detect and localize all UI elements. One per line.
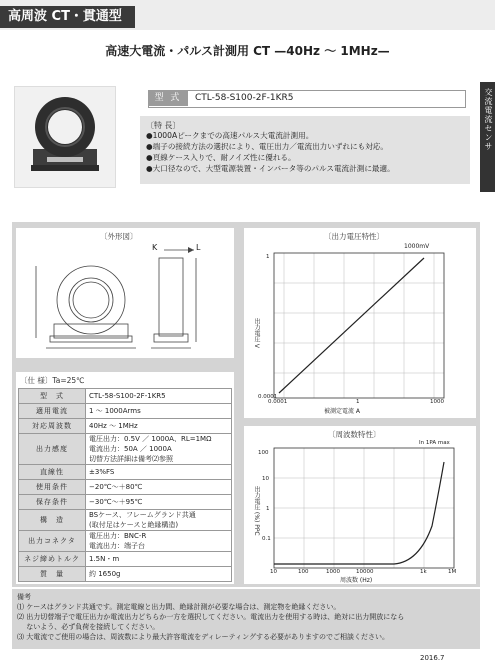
spec-key: 使用条件 (19, 480, 86, 495)
spec-row (19, 510, 232, 531)
spec-value: 1.5N・m (86, 552, 232, 567)
terminal-k-label: K (152, 243, 158, 252)
spec-key: 適用電流 (19, 404, 86, 419)
freq-chart-title: 〔周波数特性〕 (328, 430, 381, 439)
spec-key: ネジ締めトルク (19, 552, 86, 567)
spec-value: 電圧出力：0.5V ／ 1000A、RL=1MΩ 電流出力：50A ／ 1000A 切替方法詳細は備考⑵参照 (86, 434, 232, 465)
spec-row (19, 480, 232, 495)
output-ytick: 1 (266, 254, 270, 260)
frequency-curve (274, 462, 444, 564)
spec-table (18, 388, 232, 582)
freq-xtick: 1M (448, 569, 457, 575)
spec-key: 質 量 (19, 567, 86, 582)
output-xlabel: 被測定電流 A (324, 408, 361, 415)
spec-panel (16, 372, 234, 584)
spec-value: −20℃～＋80℃ (86, 480, 232, 495)
model-value: CTL-58-S100-2F-1KR5 (195, 93, 294, 103)
page-category-title: 高周波 CT・貫通型 (0, 6, 135, 28)
freq-ylabel: 出力電圧 (%) PPC (253, 486, 260, 536)
spec-row (19, 567, 232, 582)
product-heading: 高速大電流・パルス計測用 CT —40Hz ～ 1MHz— (105, 44, 390, 58)
spec-value: −30℃～＋95℃ (86, 495, 232, 510)
freq-xtick: 10000 (356, 569, 374, 575)
note-item: ⑴ ケースはグランド共通です。測定電線と出力間、絶縁計測が必要な場合は、測定物を絶縁ください。 (17, 603, 341, 611)
note-item: ⑶ 大電流でご使用の場合は、周波数により最大許容電流をディレーティングする必要がありますのでご相談ください。 (17, 633, 389, 641)
output-voltage-panel (244, 228, 476, 418)
spec-value: 電圧出力：BNC-R 電流出力：端子台 (86, 531, 232, 552)
outline-drawing (16, 228, 234, 358)
spec-row (19, 552, 232, 567)
spec-value: 約 1650g (86, 567, 232, 582)
freq-xtick: 1000 (326, 569, 340, 575)
feature-item: ●端子の接続方法の選択により、電圧出力／電流出力いずれにも対応。 (146, 142, 389, 151)
spec-title: 〔仕 様〕Ta=25℃ (20, 376, 85, 385)
notes-title: 備考 (17, 593, 31, 601)
freq-xlabel: 周波数 (Hz) (340, 577, 373, 584)
spec-row (19, 389, 232, 404)
spec-key: 直線性 (19, 465, 86, 480)
spec-value: ±3%FS (86, 465, 232, 480)
spec-row (19, 465, 232, 480)
footer-date: 2016.7 (420, 654, 445, 662)
side-index-tab-label: 交流電流センサ (484, 88, 493, 151)
product-photo (14, 86, 116, 188)
spec-value: CTL-58-S100-2F-1KR5 (86, 389, 232, 404)
spec-key: 保存条件 (19, 495, 86, 510)
frequency-panel (244, 426, 476, 584)
freq-xtick: 10 (270, 569, 277, 575)
output-line-label: 1000mV (404, 243, 430, 250)
freq-xtick: 100 (298, 569, 309, 575)
spec-row (19, 531, 232, 552)
spec-row (19, 404, 232, 419)
spec-key: 出力感度 (19, 434, 86, 465)
freq-note: In 1PA max (419, 440, 450, 446)
freq-ytick: 1 (266, 506, 270, 512)
features-title: 〔特 長〕 (146, 121, 181, 130)
freq-xtick: 1k (420, 569, 427, 575)
output-ylabel: 出力電圧 V (253, 318, 260, 349)
spec-value: 1 ～ 1000Arms (86, 404, 232, 419)
output-ytick: 0.0001 (258, 394, 278, 400)
note-item: ⑵ 出力切替端子で電圧出力か電流出力どちらか一方を選択してください。電流出力を使用する時は、絶対に出力開放になら (17, 613, 405, 621)
spec-key: 出力コネクタ (19, 531, 86, 552)
current-transformer-illustration (15, 87, 115, 187)
outline-title: 〔外形図〕 (100, 232, 138, 241)
spec-value: BSケース、フレームグランド共通 (取付足はケースと絶縁構造) (86, 510, 232, 531)
outline-drawing-panel (16, 228, 234, 358)
spec-key: 構 造 (19, 510, 86, 531)
freq-ytick: 10 (262, 476, 269, 482)
output-xtick: 0.0001 (268, 399, 288, 405)
spec-row (19, 495, 232, 510)
output-chart-title: 〔出力電圧特性〕 (324, 232, 384, 241)
feature-item: ●大口径なので、大型電源装置・インバータ等のパルス電流計測に最適。 (146, 164, 395, 173)
frequency-chart (244, 426, 476, 584)
model-label: 型 式 (148, 90, 188, 106)
output-xtick: 1 (356, 399, 360, 405)
freq-ytick: 100 (258, 450, 269, 456)
spec-key: 対応周波数 (19, 419, 86, 434)
note-item: ないよう、必ず負荷を接続してください。 (17, 623, 160, 631)
feature-item: ●1000Aピークまでの高速パルス大電流計測用。 (146, 131, 314, 140)
terminal-l-label: L (196, 243, 201, 252)
output-voltage-chart (244, 228, 476, 418)
spec-key: 型 式 (19, 389, 86, 404)
spec-value: 40Hz ～ 1MHz (86, 419, 232, 434)
freq-ytick: 0.1 (262, 536, 271, 542)
feature-item: ●頁線ケース入りで、耐ノイズ性に優れる。 (146, 153, 296, 162)
spec-row (19, 419, 232, 434)
spec-row (19, 434, 232, 465)
output-xtick: 1000 (430, 399, 444, 405)
